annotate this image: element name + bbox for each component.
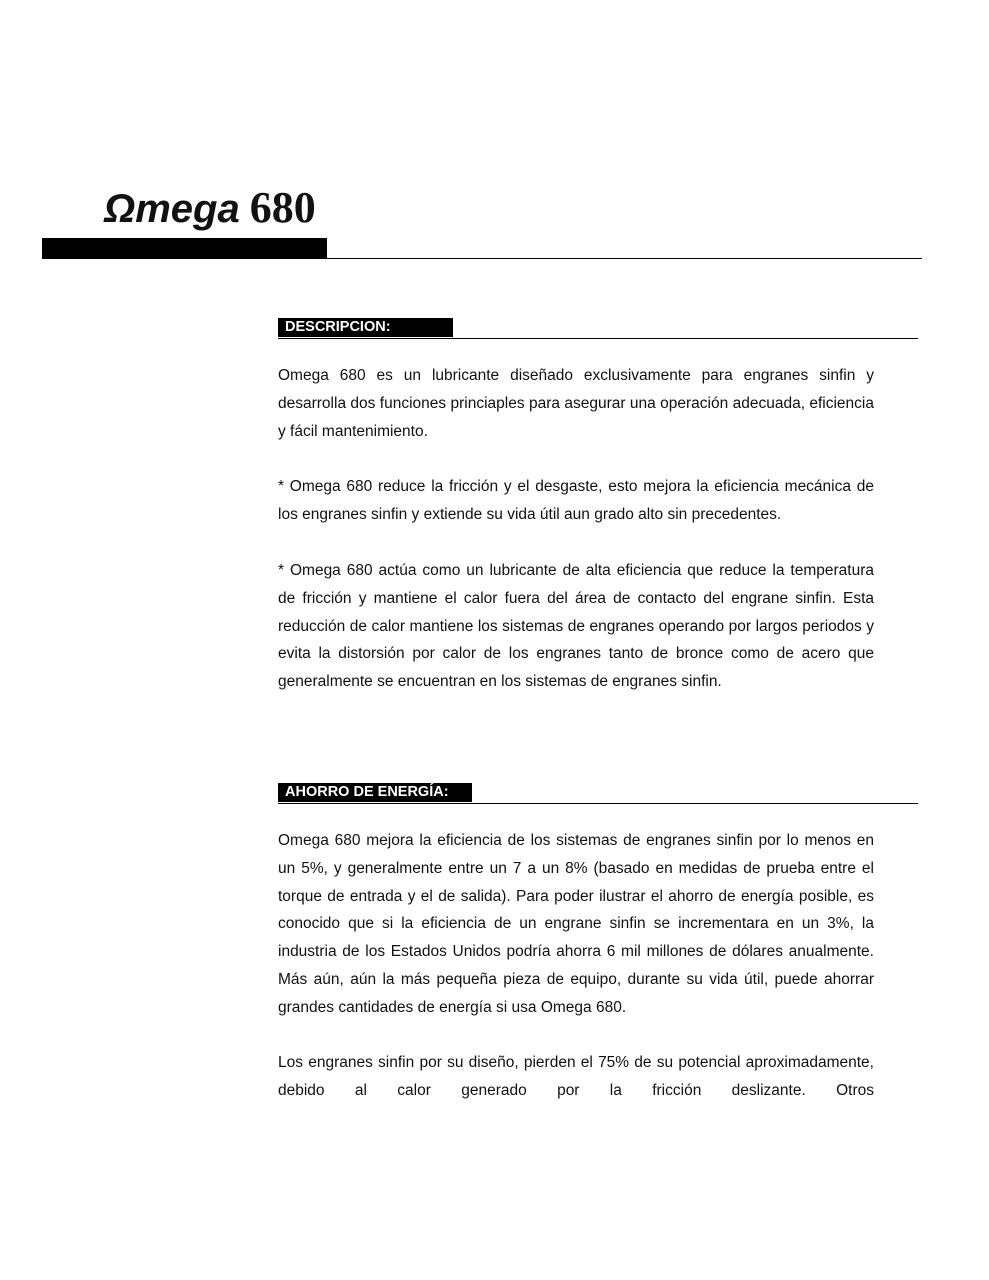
section-heading: DESCRIPCION: [278, 318, 453, 337]
model-number: 680 [249, 183, 316, 232]
section-header-descripcion [278, 318, 918, 339]
paragraph: * Omega 680 reduce la fricción y el desgaste, esto mejora la eficiencia mecánica de los engranes sinfin y extiende su vida útil aun grado alto sin precedentes. [278, 478, 874, 523]
brand-name: Ωmega [104, 187, 240, 231]
paragraph: Omega 680 mejora la eficiencia de los sistemas de engranes sinfin por lo menos en un 5%, y generalmente entre un 7 a un 8% (basado en medidas de prueba entre el torque de entrada y el de salida). Para poder ilustrar el ahorro de energía posible, es conocido que si la eficiencia de un engrane sinfin se incrementara en un 3%, la industria de los Estados Unidos podría ahorra 6 mil millones de dólares anualmente. Más aún, aún la más pequeña pieza de equipo, durante su vida útil, puede ahorrar grandes cantidades de energía si usa Omega 680. [278, 832, 874, 1016]
paragraph: Los engranes sinfin por su diseño, pierden el 75% de su potencial aproximadamente, debido al calor generado por la fricción deslizante. Otros [278, 1054, 874, 1099]
page-title [104, 183, 316, 232]
title-underline-bar [42, 238, 327, 259]
section-heading: AHORRO DE ENERGÍA: [278, 783, 472, 802]
title-rule [42, 258, 922, 259]
paragraph: * Omega 680 actúa como un lubricante de alta eficiencia que reduce la temperatura de fricción y mantiene el calor fuera del área de contacto del engrane sinfin. Esta reducción de calor mantiene los sistemas de engranes operando por largos periodos y evita la distorsión por calor de los engranes tanto de bronce como de acero que generalmente se encuentran en los sistemas de engranes sinfin. [278, 562, 874, 691]
paragraph: Omega 680 es un lubricante diseñado exclusivamente para engranes sinfin y desarrolla dos funciones princiaples para asegurar una operación adecuada, eficiencia y fácil mantenimiento. [278, 367, 874, 440]
section-header-ahorro-de-energia [278, 783, 918, 804]
